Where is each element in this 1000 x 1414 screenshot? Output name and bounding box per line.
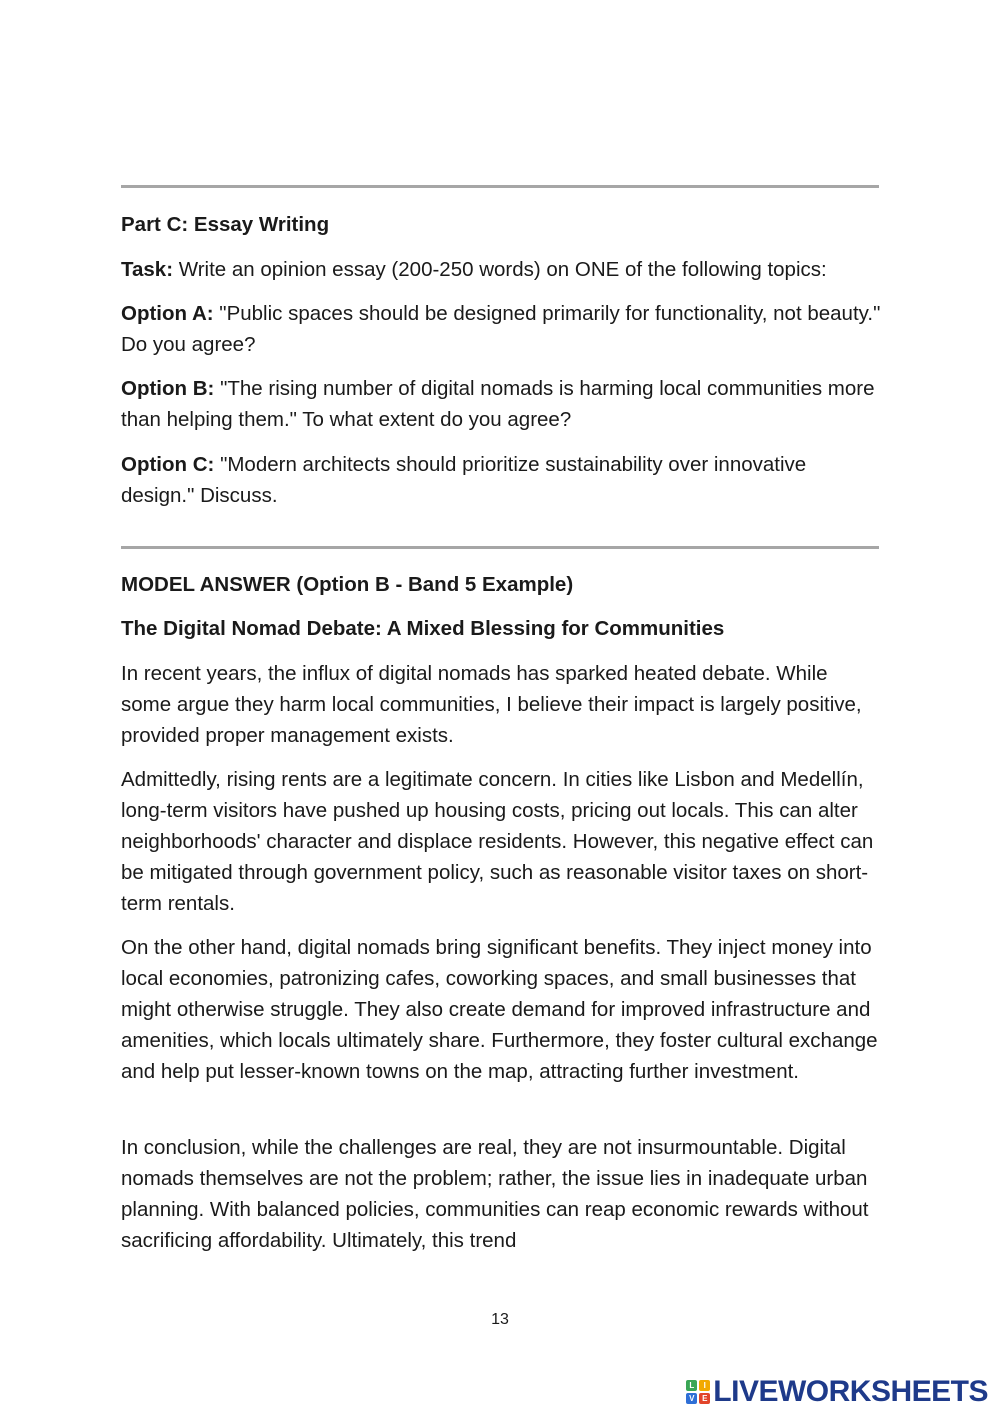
option-c: [121, 449, 881, 511]
task-text: Write an opinion essay (200-250 words) on ONE of the following topics:: [173, 258, 827, 281]
logo-text: LIVEWORKSHEETS: [713, 1375, 988, 1408]
top-divider: [121, 185, 879, 188]
option-a: [121, 298, 881, 360]
essay-title: The Digital Nomad Debate: A Mixed Blessing for Communities: [121, 617, 725, 640]
option-a-label: Option A:: [121, 302, 214, 325]
task-instruction: [121, 254, 881, 285]
logo-cell: V: [686, 1393, 697, 1404]
option-b: [121, 373, 881, 435]
middle-divider: [121, 546, 879, 549]
logo-cell: E: [699, 1393, 710, 1404]
liveworksheets-logo: [686, 1375, 988, 1409]
option-c-label: Option C:: [121, 453, 215, 476]
essay-paragraph-3: On the other hand, digital nomads bring significant benefits. They inject money into local economies, patronizing cafes, coworking spaces, and small businesses that might otherwise struggle. They also create demand for improved infrastructure and amenities, which locals ultimately share. Furthermore, they foster cultural exchange and help put lesser-known towns on the map, attracting further investment.: [121, 936, 878, 1083]
option-b-text: "The rising number of digital nomads is harming local communities more than helping them." To what extent do you agree?: [121, 377, 875, 431]
page-number: 13: [491, 1311, 509, 1328]
logo-cell: L: [686, 1380, 697, 1391]
logo-grid-icon: [686, 1380, 710, 1404]
essay-paragraph-4: In conclusion, while the challenges are real, they are not insurmountable. Digital nomads themselves are not the problem; rather, the issue lies in inadequate urban planning. With balanced policies, communities can reap economic rewards without sacrificing affordability. Ultimately, this trend: [121, 1136, 869, 1252]
section-heading: Part C: Essay Writing: [121, 213, 330, 236]
essay-paragraph-1: In recent years, the influx of digital nomads has sparked heated debate. While some argue they harm local communities, I believe their impact is largely positive, provided proper management exists.: [121, 662, 862, 747]
task-label: Task:: [121, 258, 174, 281]
option-a-text: "Public spaces should be designed primarily for functionality, not beauty." Do you agree?: [121, 302, 881, 356]
essay-paragraph-2: Admittedly, rising rents are a legitimate concern. In cities like Lisbon and Medellín, long-term visitors have pushed up housing costs, pricing out locals. This can alter neighborhoods' character and displace residents. However, this negative effect can be mitigated through government policy, such as reasonable visitor taxes on short-term rentals.: [121, 768, 874, 915]
logo-cell: I: [699, 1380, 710, 1391]
option-b-label: Option B:: [121, 377, 215, 400]
option-c-text: "Modern architects should prioritize sustainability over innovative design." Discuss.: [121, 453, 807, 507]
model-answer-heading: MODEL ANSWER (Option B - Band 5 Example): [121, 573, 574, 596]
